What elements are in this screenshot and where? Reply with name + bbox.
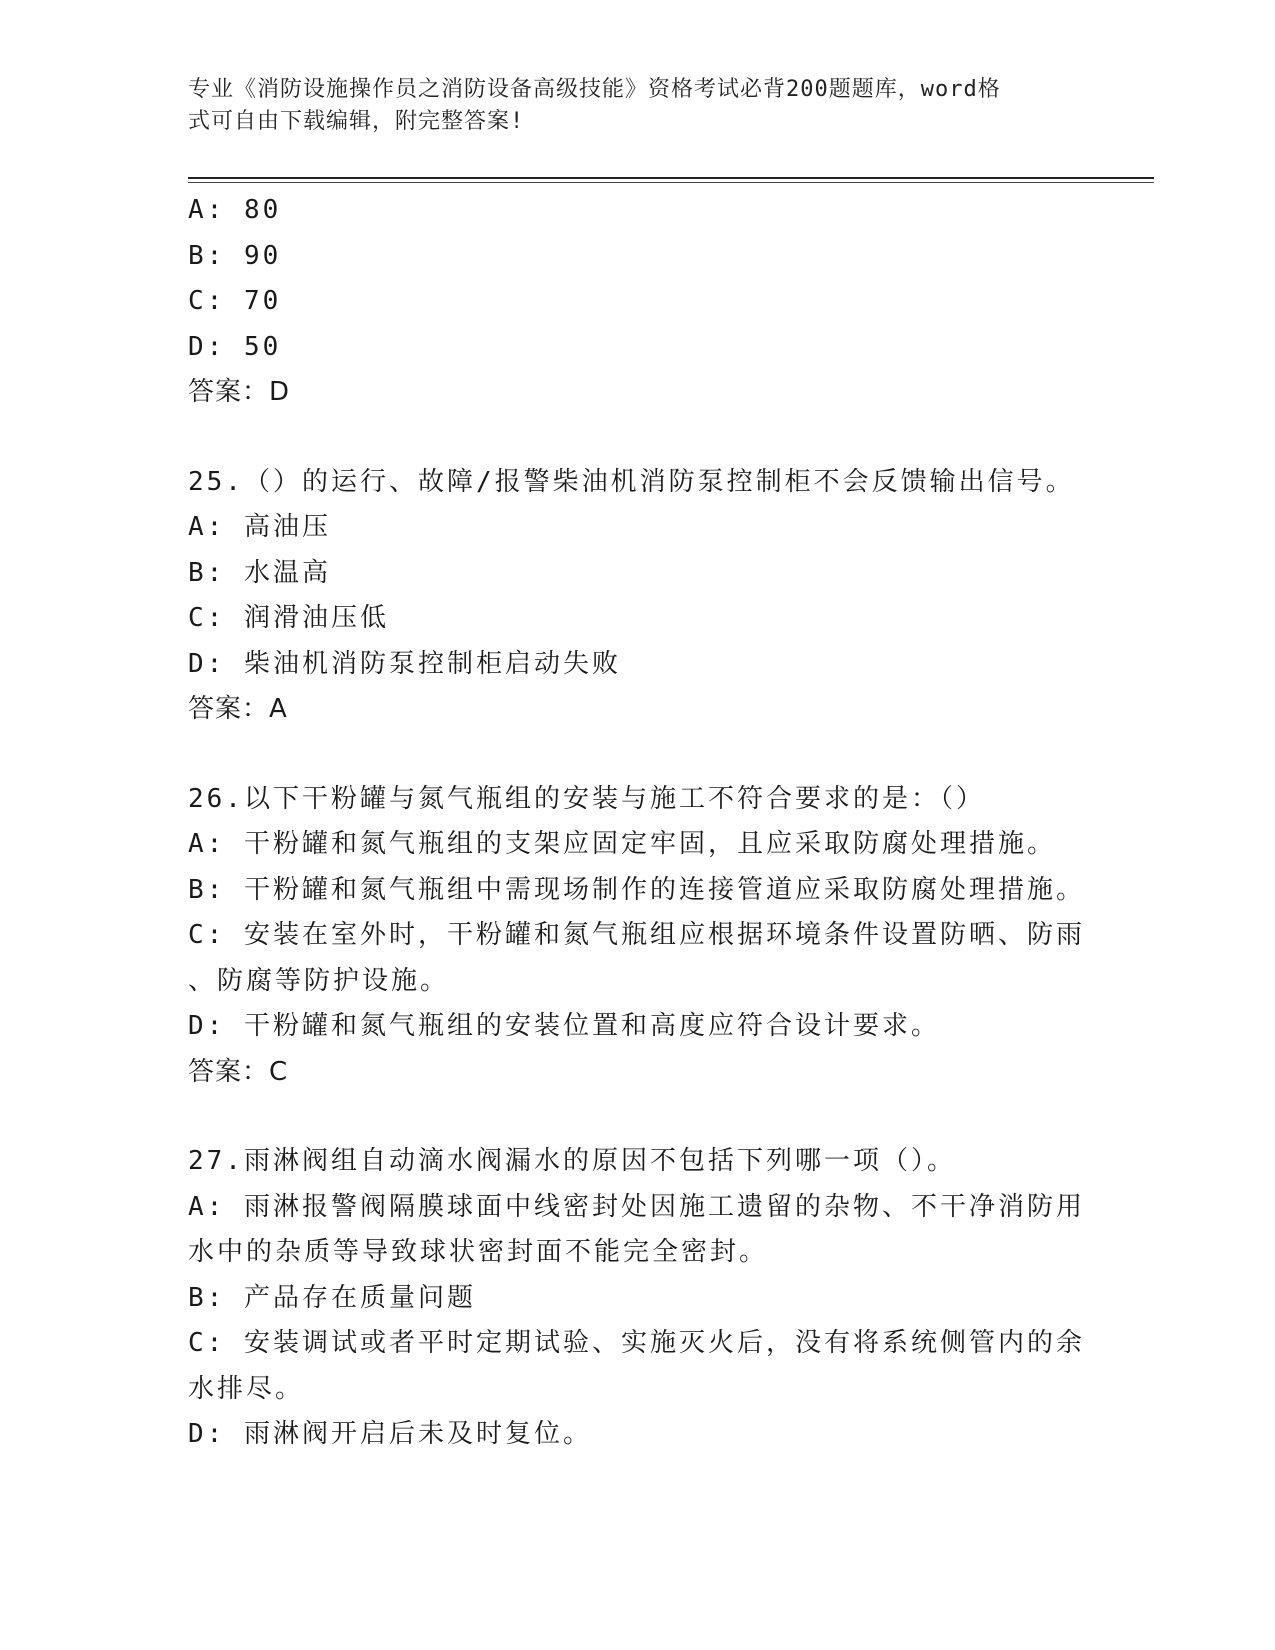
option-d: D: 柴油机消防泵控制柜启动失败 [188, 648, 621, 679]
document-body [188, 188, 1088, 1458]
spacer [188, 1095, 1088, 1139]
question-27 [188, 1139, 1088, 1458]
header-title-line-1: 专业《消防设施操作员之消防设备高级技能》资格考试必背200题题库，word格 [188, 77, 1001, 102]
option-c-continued: 、防腐等防护设施。 [188, 965, 450, 996]
spacer [188, 733, 1088, 777]
question-26 [188, 777, 1088, 1096]
option-c: C: 润滑油压低 [188, 603, 389, 633]
option-a: A: 80 [188, 195, 282, 225]
option-b: B: 产品存在质量问题 [188, 1282, 476, 1313]
header-rule-thin [188, 182, 1154, 183]
document-header [188, 74, 1068, 138]
question-stem: 27.雨淋阀组自动滴水阀漏水的原因不包括下列哪一项（）。 [188, 1146, 956, 1176]
answer-line: 答案：C [188, 1056, 289, 1087]
option-b: B: 干粉罐和氮气瓶组中需现场制作的连接管道应采取防腐处理措施。 [188, 874, 1085, 905]
spacer [188, 416, 1088, 460]
question-24-continued [188, 188, 1088, 416]
option-d: D: 干粉罐和氮气瓶组的安装位置和高度应符合设计要求。 [188, 1011, 940, 1041]
header-rule-thick [188, 177, 1154, 179]
option-d: D: 雨淋阀开启后未及时复位。 [188, 1419, 592, 1449]
option-a-continued: 水中的杂质等导致球状密封面不能完全密封。 [188, 1237, 769, 1267]
option-a: A: 干粉罐和氮气瓶组的支架应固定牢固，且应采取防腐处理措施。 [188, 829, 1056, 859]
option-d: D: 50 [188, 331, 282, 362]
option-a: A: 雨淋报警阀隔膜球面中线密封处因施工遗留的杂物、不干净消防用 [188, 1191, 1085, 1222]
option-b: B: 水温高 [188, 557, 331, 588]
question-stem: 25.（）的运行、故障/报警柴油机消防泵控制柜不会反馈输出信号。 [188, 466, 1075, 497]
question-stem: 26.以下干粉罐与氮气瓶组的安装与施工不符合要求的是：（） [188, 783, 985, 814]
answer-line: 答案：A [188, 694, 288, 724]
option-c: C: 安装调试或者平时定期试验、实施灭火后，没有将系统侧管内的余 [188, 1328, 1085, 1358]
question-25 [188, 460, 1088, 733]
header-title-line-2: 式可自由下载编辑，附完整答案! [188, 109, 525, 134]
option-a: A: 高油压 [188, 512, 331, 542]
answer-line: 答案：D [188, 377, 291, 407]
option-c-continued: 水排尽。 [188, 1373, 305, 1404]
option-b: B: 90 [188, 240, 282, 271]
option-c: C: 安装在室外时，干粉罐和氮气瓶组应根据环境条件设置防晒、防雨 [188, 920, 1085, 950]
option-c: C: 70 [188, 286, 282, 316]
